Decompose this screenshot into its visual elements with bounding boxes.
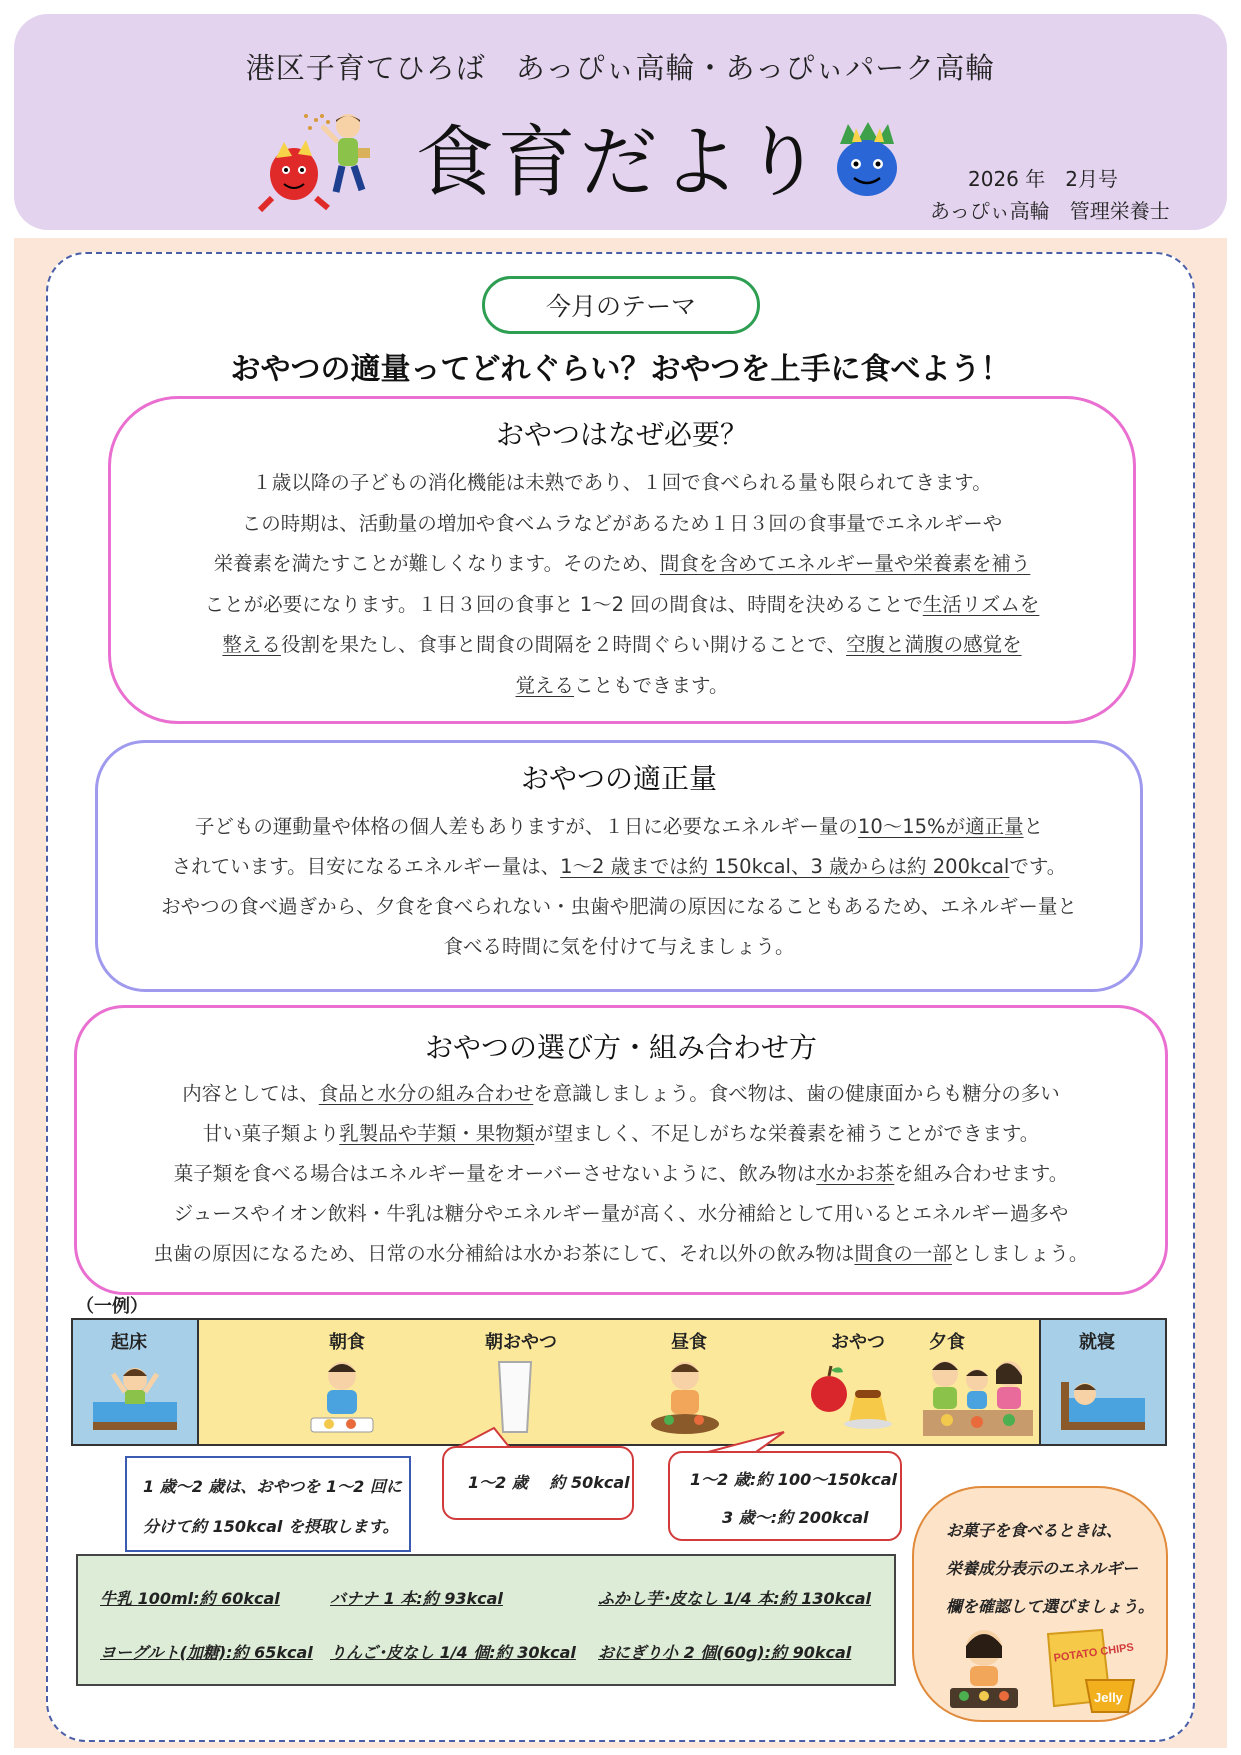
food-energy-item: バナナ 1 本:約 93kcal bbox=[330, 1589, 503, 1608]
timeline-label: 昼食 bbox=[671, 1332, 707, 1353]
food-energy-item: ふかし芋･皮なし 1/4 本:約 130kcal bbox=[598, 1589, 872, 1608]
section-why-snacks bbox=[108, 396, 1136, 724]
issue-date: 2026 年 2月号 bbox=[968, 167, 1118, 191]
timeline-label: 朝食 bbox=[329, 1332, 365, 1353]
section-body: 子どもの運動量や体格の個人差もありますが、１日に必要なエネルギー量の10～15%が適正量と されています。目安になるエネルギー量は、1～2 歳までは約 150kcal、3 歳からは約 200kcalです。 おやつの食べ過ぎから、夕食を食べられない・虫歯や肥満の原因になることもあるため、エネルギー量と 食べる時間に気を付けて与えましょう。 bbox=[161, 815, 1077, 958]
emphasis-text: 1～2 歳までは約 150kcal、3 歳からは約 200kcal bbox=[560, 855, 1010, 878]
section-body: １歳以降の子どもの消化機能は未熟であり、１回で食べられる量も限られてきます。 この時期は、活動量の増加や食べムラなどがあるため１日３回の食事量でエネルギーや 栄養素を満たすことが難しくなります。そのため、間食を含めてエネルギー量や栄養素を補う ことが必要になります。１日３回の食事と 1～2 回の間食は、時間を決めることで生活リズムを 整える役割を果たし、食事と間食の間隔を２時間ぐらい開けることで、空腹と満腹の感覚を 覚えることもできます。 bbox=[204, 471, 1040, 697]
glass-of-milk-icon bbox=[495, 1358, 535, 1436]
chips-label: POTATO CHIPS bbox=[1053, 1641, 1135, 1665]
timeline-bedtime bbox=[1039, 1320, 1165, 1444]
blue-oni-icon bbox=[832, 118, 902, 198]
timeline-label: おやつ bbox=[831, 1332, 885, 1353]
emphasis-text: 乳製品や芋類・果物類 bbox=[339, 1122, 535, 1145]
food-energy-item: りんご･皮なし 1/4 個:約 30kcal bbox=[330, 1643, 576, 1662]
emphasis-text: 食品と水分の組み合わせ bbox=[318, 1082, 534, 1105]
child-eating-lunch-icon bbox=[645, 1356, 725, 1440]
red-oni-icon bbox=[260, 140, 328, 210]
theme-headline: おやつの適量ってどれぐらい？おやつを上手に食べよう！ bbox=[230, 352, 1011, 387]
emphasis-text: 覚える bbox=[515, 673, 575, 697]
emphasis-text: 整える bbox=[222, 633, 281, 656]
organization-name: 港区子育てひろば あっぴぃ高輪・あっぴぃパーク高輪 bbox=[245, 51, 996, 85]
theme-tag: 今月のテーマ bbox=[482, 276, 760, 334]
emphasis-text: 10～15%が適正量 bbox=[857, 815, 1024, 838]
timeline-label: 起床 bbox=[111, 1332, 147, 1353]
timeline-label: 就寝 bbox=[1079, 1332, 1115, 1353]
waking-child-icon bbox=[87, 1358, 183, 1438]
newsletter-title: 食育だより bbox=[415, 118, 826, 208]
timeline-daytime bbox=[197, 1320, 1043, 1444]
sleeping-child-icon bbox=[1055, 1358, 1151, 1438]
child-with-snacks-icon bbox=[944, 1618, 1024, 1714]
family-dinner-icon bbox=[921, 1354, 1035, 1440]
afternoon-snack-bubble: 1～2 歳:約 100～150kcal 3 歳～:約 200kcal bbox=[668, 1451, 902, 1541]
intake-note: 1 歳～2 歳は、おやつを 1～2 回に 分けて約 150kcal を摂取します。 bbox=[125, 1456, 411, 1552]
timeline-label-dinner: 夕食 bbox=[929, 1332, 965, 1353]
emphasis-text: 空腹と満腹の感覚を bbox=[846, 633, 1022, 656]
morning-snack-bubble: 1～2 歳 約 50kcal bbox=[442, 1446, 634, 1520]
food-energy-list bbox=[76, 1554, 896, 1686]
section-title: おやつはなぜ必要？ bbox=[495, 418, 748, 451]
emphasis-text: 間食を含めてエネルギー量や栄養素を補う bbox=[659, 552, 1031, 575]
setsubun-bean-throwing-illustration bbox=[262, 112, 382, 212]
jelly-cup-icon bbox=[1082, 1672, 1138, 1716]
food-energy-item: 牛乳 100ml:約 60kcal bbox=[100, 1589, 280, 1608]
jelly-label: Jelly bbox=[1094, 1690, 1123, 1705]
emphasis-text: 生活リズムを bbox=[922, 592, 1040, 616]
timeline-wake-up bbox=[73, 1320, 199, 1444]
snack-label-tip: お菓子を食べるときは、 栄養成分表示のエネルギー 欄を確認して選びましょう。 POTATO CHIPS Jelly bbox=[912, 1486, 1168, 1722]
timeline-label: 朝おやつ bbox=[485, 1332, 557, 1353]
section-title: おやつの選び方・組み合わせ方 bbox=[424, 1031, 817, 1064]
author-credit: あっぴぃ高輪 管理栄養士 bbox=[930, 199, 1170, 223]
daily-schedule-timeline bbox=[71, 1318, 1167, 1446]
section-body: 内容としては、食品と水分の組み合わせを意識しましょう。食べ物は、歯の健康面からも糖分の多い 甘い菓子類より乳製品や芋類・果物類が望ましく、不足しがちな栄養素を補うことができます。 菓子類を食べる場合はエネルギー量をオーバーさせないように、飲み物は水かお茶を組み合わせます。 ジュースやイオン飲料・牛乳は糖分やエネルギー量が高く、水分補給として用いるとエネルギー過多や 虫歯の原因になるため、日常の水分補給は水かお茶にして、それ以外の飲み物は間食の一部としましょう。 bbox=[153, 1082, 1089, 1265]
food-energy-item: おにぎり小 2 個(60g):約 90kcal bbox=[598, 1643, 852, 1662]
emphasis-text: 水かお茶 bbox=[816, 1162, 895, 1185]
child-eating-breakfast-icon bbox=[307, 1356, 377, 1440]
food-energy-item: ヨーグルト(加糖):約 65kcal bbox=[100, 1643, 313, 1662]
section-title: おやつの適正量 bbox=[520, 762, 717, 795]
example-label: （一例） bbox=[76, 1296, 148, 1317]
section-how-to-choose bbox=[74, 1005, 1168, 1295]
emphasis-text: 間食の一部 bbox=[854, 1242, 952, 1265]
apple-and-pudding-icon bbox=[803, 1360, 893, 1436]
section-proper-amount bbox=[95, 740, 1143, 992]
